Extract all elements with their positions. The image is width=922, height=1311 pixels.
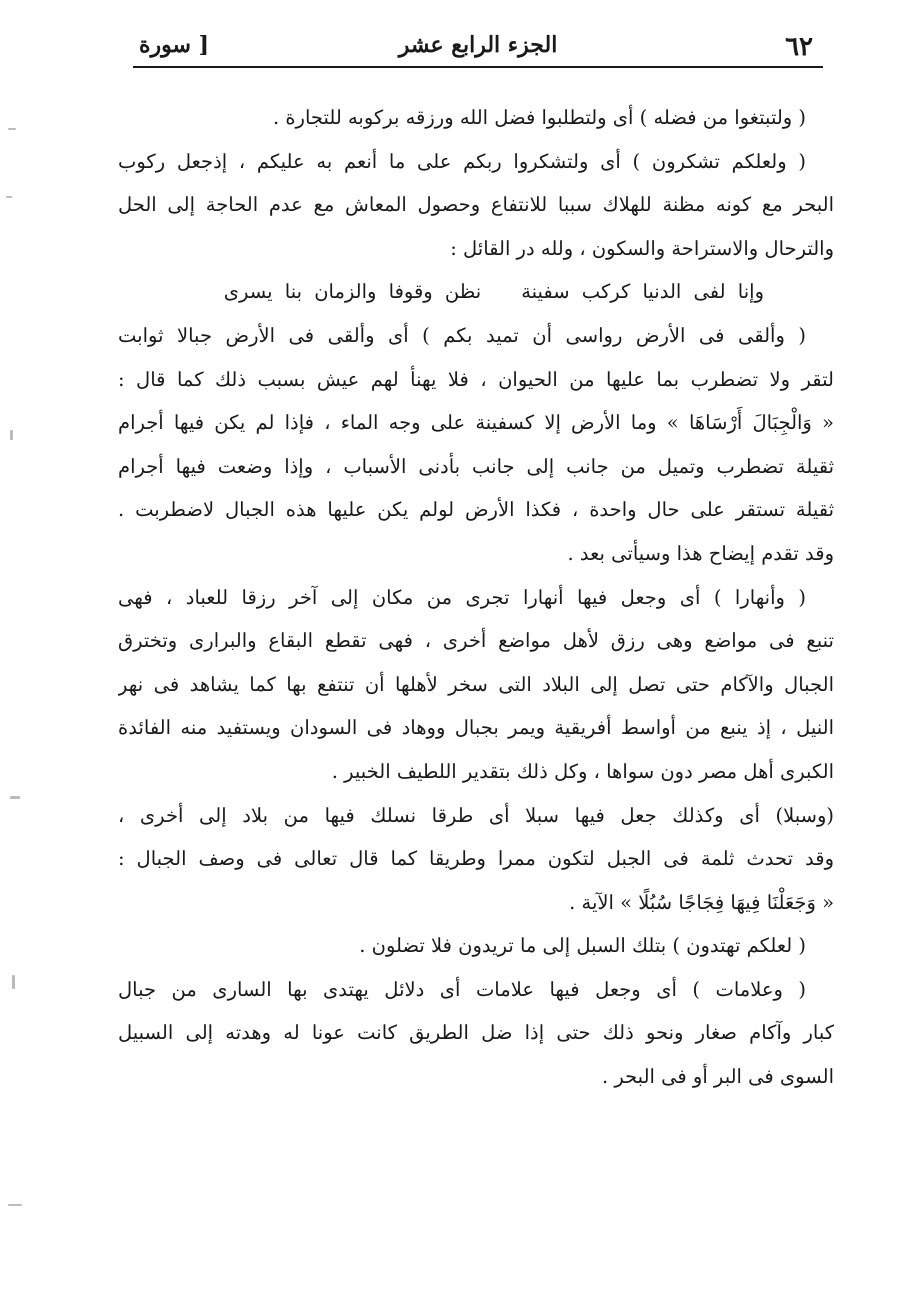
text-line: الكبرى أهل مصر دون سواها ، وكل ذلك بتقدير اللطيف الخبير . [331, 759, 834, 783]
text-line: ( وألقى فى الأرض رواسى أن تميد بكم ) أى وألقى فى الأرض جبالا ثوابت [118, 323, 806, 347]
scan-speck [10, 796, 20, 799]
scan-speck [6, 196, 12, 198]
text-line: « وَالْجِبَالَ أَرْسَاهَا » وما الأرض إلا كسفينة على وجه الماء ، فإذا لم يكن فيها أجرام [118, 411, 834, 435]
text-line: ثقيلة تضطرب وتميل من جانب إلى جانب بأدنى الأسباب ، وإذا وضعت فيها أجرام [118, 454, 834, 478]
text-body [118, 96, 834, 1099]
surah-label: [ سورة [139, 32, 210, 58]
text-line: ( لعلكم تهتدون ) بتلك السبل إلى ما تريدون فلا تضلون . [359, 934, 806, 958]
poetry-verse [118, 270, 834, 314]
text-line: ثقيلة تستقر على حال واحدة ، فكذا الأرض لولم يكن عليها هذه الجبال لاضطربت . [118, 498, 834, 522]
text-line: ( وعلامات ) أى وجعل فيها علامات أى دلائل يهتدى بها السارى من جبال [118, 977, 806, 1001]
text-line: « وَجَعَلْنَا فِيهَا فِجَاجًا سُبُلًا » الآية . [569, 890, 834, 914]
text-line: تنبع فى مواضع وهى رزق لأهل مواضع أخرى ، فهى تقطع البقاع والبرارى وتخترق [118, 629, 834, 653]
text-line: (وسبلا) أى وكذلك جعل فيها سبلا أى طرقا نسلك فيها من بلاد إلى أخرى ، [118, 803, 834, 827]
text-line: وقد تقدم إيضاح هذا وسيأتى بعد . [567, 541, 834, 565]
scan-speck [12, 975, 15, 989]
scan-speck [10, 430, 13, 440]
text-line: الجبال والآكام حتى تصل إلى البلاد التى سخر لأهلها أن تنتفع بها كما يشاهد فى نهر [118, 672, 834, 696]
juz-title: الجزء الرابع عشر [398, 32, 558, 58]
text-line: ( ولتبتغوا من فضله ) أى ولتطلبوا فضل الله ورزقه بركوبه للتجارة . [272, 106, 806, 129]
text-line: البحر مع كونه مظنة للهلاك سببا للانتفاع وحصول المعاش مع عدم الحاجة إلى الحل [118, 193, 834, 217]
text-line: ( وأنهارا ) أى وجعل فيها أنهارا تجرى من مكان إلى آخر رزقا للعباد ، فهى [118, 585, 806, 609]
page-number: ٦٢ [785, 32, 813, 62]
verse-hemistich-1: وإنا لفى الدنيا كركب سفينة [521, 280, 764, 304]
text-line: لتقر ولا تضطرب بما عليها من الحيوان ، فلا يهنأ لهم عيش بسبب ذلك كما قال : [118, 367, 834, 391]
running-header [133, 28, 823, 66]
text-line: السوى فى البر أو فى البحر . [601, 1065, 834, 1089]
scan-speck [8, 1204, 22, 1206]
text-line: كبار وآكام صغار ونحو ذلك حتى إذا ضل الطريق كانت عونا له وهدته إلى السبيل [118, 1021, 834, 1045]
text-line: ( ولعلكم تشكرون ) أى ولتشكروا ربكم على ما أنعم به عليكم ، إذجعل ركوب [118, 149, 806, 173]
verse-hemistich-2: نظن وقوفا والزمان بنا يسرى [223, 280, 482, 304]
header-rule [133, 66, 823, 68]
text-line: وقد تحدث ثلمة فى الجبل لتكون ممرا وطريقا كما قال تعالى فى وصف الجبال : [118, 847, 834, 871]
text-line: النيل ، إذ ينبع من أواسط أفريقية ويمر بجبال ووهاد فى السودان ويستفيد منه الفائدة [118, 716, 834, 740]
scan-speck [8, 128, 16, 130]
text-line: والترحال والاستراحة والسكون ، ولله در القائل : [450, 236, 834, 260]
